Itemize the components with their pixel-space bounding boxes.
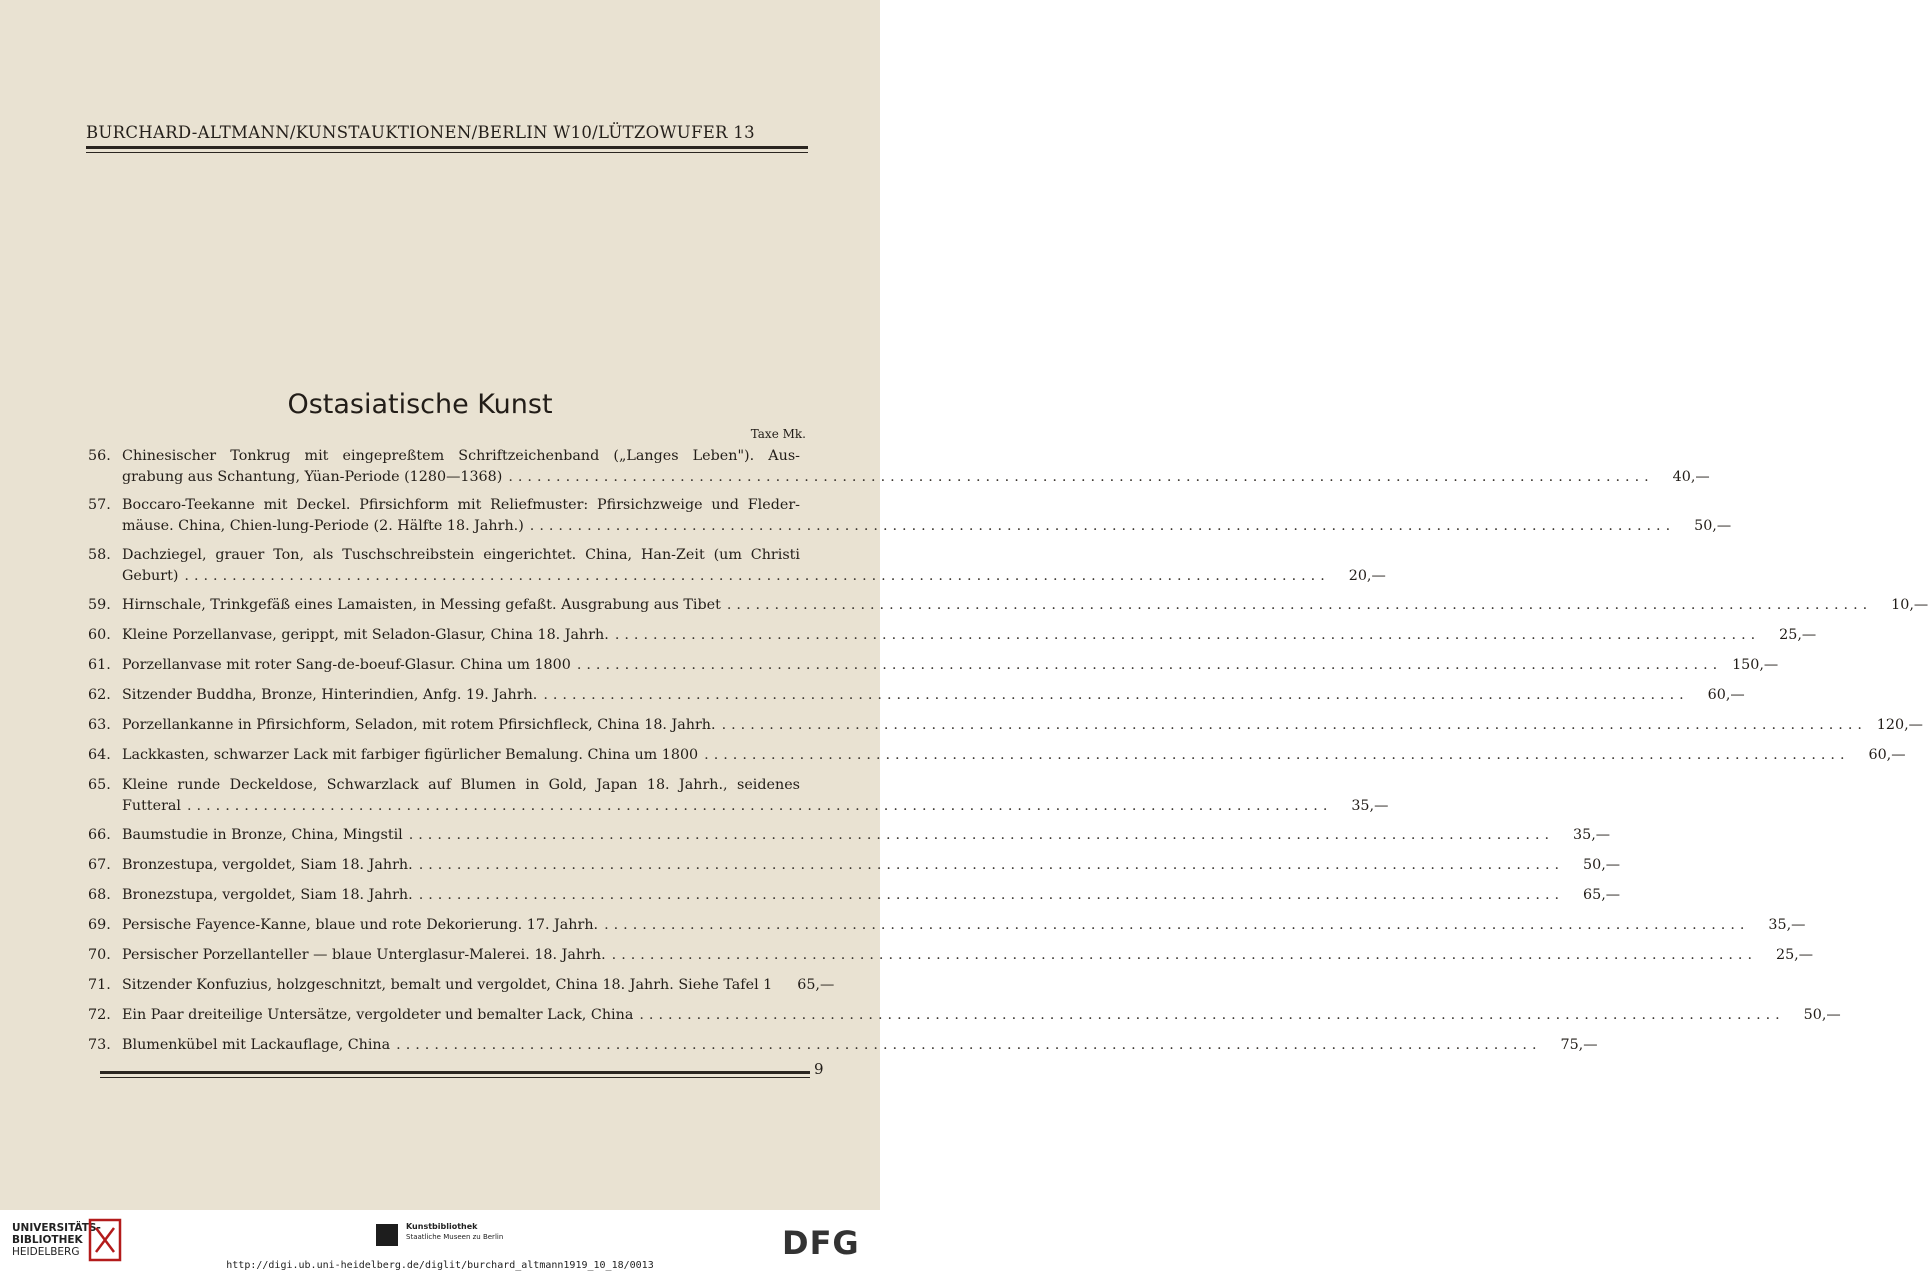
catalog-entry — [88, 825, 1611, 846]
entry-price: 60,— — [1868, 747, 1906, 763]
entry-description-line — [122, 467, 1710, 488]
kunstbibliothek-subtitle: Staatliche Museen zu Berlin — [406, 1233, 504, 1241]
entry-text-line-1: Kleine runde Deckeldose, Schwarzlack auf Blumen in Gold, Japan 18. Jahrh., seidenes — [122, 777, 800, 793]
entry-description: Sitzender Buddha, Bronze, Hinterindien, Anfg. 19. Jahrh. — [122, 687, 538, 703]
catalog-entry — [88, 545, 1386, 587]
entry-price: 150,— — [1732, 657, 1779, 673]
entry-description-line — [122, 1005, 1841, 1026]
entry-price: 40,— — [1672, 469, 1710, 485]
entry-number: 66. — [88, 827, 111, 843]
catalog-entry — [88, 885, 1621, 906]
entry-description: grabung aus Schantung, Yüan-Periode (1280—1368) — [122, 469, 503, 485]
page-number: 9 — [814, 1060, 824, 1078]
entry-description-line — [122, 516, 1732, 537]
dfg-logo[interactable]: DFG — [782, 1224, 860, 1262]
entry-price: 65,— — [797, 977, 835, 993]
dot-leader: ........................................................................................................................ — [396, 1037, 1542, 1053]
catalog-entry — [88, 975, 835, 996]
entry-description-line — [122, 655, 1779, 676]
entry-description: Persischer Porzellanteller — blaue Unterglasur-Malerei. 18. Jahrh. — [122, 947, 606, 963]
entry-description: Geburt) — [122, 568, 179, 584]
university-line-1: UNIVERSITÄTS- — [12, 1222, 101, 1234]
entry-description: Porzellanvase mit roter Sang-de-boeuf-Glasur. China um 1800 — [122, 657, 571, 673]
catalog-entry — [88, 655, 1779, 676]
entry-number: 65. — [88, 777, 111, 793]
entry-price: 35,— — [1768, 917, 1806, 933]
header-rule-thick — [86, 146, 808, 149]
dot-leader: ........................................................................................................................ — [184, 568, 1330, 584]
entry-number: 72. — [88, 1007, 111, 1023]
dot-leader: ........................................................................................................................ — [726, 597, 1873, 613]
catalog-entry — [88, 1005, 1841, 1026]
catalog-entry — [88, 446, 1710, 488]
entry-number: 70. — [88, 947, 111, 963]
entry-number: 67. — [88, 857, 111, 873]
entry-price: 25,— — [1779, 627, 1817, 643]
dot-leader: ........................................................................................................................ — [704, 747, 1850, 763]
entry-description-line — [122, 715, 1923, 736]
entry-description: Lackkasten, schwarzer Lack mit farbiger figürlicher Bemalung. China um 1800 — [122, 747, 699, 763]
catalog-entry — [88, 625, 1817, 646]
catalog-entry — [88, 775, 1389, 817]
entry-description-line — [122, 1035, 1598, 1056]
entry-description-line — [122, 855, 1621, 876]
price-column-label: Taxe Mk. — [750, 427, 806, 441]
entry-number: 57. — [88, 497, 111, 513]
entry-description: mäuse. China, Chien-lung-Periode (2. Hälfte 18. Jahrh.) — [122, 518, 524, 534]
entry-number: 59. — [88, 597, 111, 613]
dot-leader: ........................................................................................................................ — [187, 798, 1333, 814]
entry-number: 63. — [88, 717, 111, 733]
entry-number: 56. — [88, 448, 111, 464]
entry-price: 65,— — [1583, 887, 1621, 903]
entry-description-line — [122, 625, 1817, 646]
footer-rule-thick — [100, 1071, 810, 1074]
entry-description-line — [122, 915, 1806, 936]
dot-leader: ........................................................................................................................ — [721, 717, 1867, 733]
entry-description-line — [122, 796, 1389, 817]
catalog-entry — [88, 595, 1928, 616]
entry-price: 50,— — [1694, 518, 1732, 534]
entry-number: 62. — [88, 687, 111, 703]
university-line-2: BIBLIOTHEK — [12, 1234, 83, 1246]
dot-leader: ........................................................................................................................ — [604, 917, 1750, 933]
entry-number: 68. — [88, 887, 111, 903]
entry-description-line — [122, 745, 1906, 766]
kunstbibliothek-icon — [376, 1224, 398, 1246]
entry-price: 50,— — [1583, 857, 1621, 873]
entry-price: 50,— — [1803, 1007, 1841, 1023]
catalog-entry — [88, 745, 1906, 766]
dot-leader: ........................................................................................................................ — [614, 627, 1761, 643]
entry-price: 60,— — [1707, 687, 1745, 703]
entry-number: 58. — [88, 547, 111, 563]
entry-description: Futteral — [122, 798, 182, 814]
catalog-entry — [88, 915, 1806, 936]
entry-price: 75,— — [1560, 1037, 1598, 1053]
dot-leader: ........................................................................................................................ — [529, 518, 1676, 534]
kunstbibliothek-name: Kunstbibliothek — [406, 1222, 478, 1231]
entry-description: Kleine Porzellanvase, gerippt, mit Seladon-Glasur, China 18. Jahrh. — [122, 627, 609, 643]
entry-description: Bronzestupa, vergoldet, Siam 18. Jahrh. — [122, 857, 413, 873]
entry-description: Blumenkübel mit Lackauflage, China — [122, 1037, 391, 1053]
entry-description-line — [122, 825, 1611, 846]
header-rule-thin — [86, 152, 808, 153]
entry-number: 69. — [88, 917, 111, 933]
catalog-entry — [88, 945, 1814, 966]
catalog-entry — [88, 715, 1923, 736]
dot-leader: ........................................................................................................................ — [576, 657, 1723, 673]
dot-leader: ........................................................................................................................ — [418, 857, 1565, 873]
entry-price: 25,— — [1775, 947, 1814, 963]
entry-price: 35,— — [1351, 798, 1389, 814]
entry-description-line — [122, 595, 1928, 616]
dot-leader: ........................................................................................................................ — [508, 469, 1654, 485]
dot-leader: ........................................................................................................................ — [418, 887, 1565, 903]
dot-leader: ........................................................................................................................ — [611, 947, 1758, 963]
running-header: BURCHARD-ALTMANN/KUNSTAUKTIONEN/BERLIN W10/LÜTZOWUFER 13 — [86, 123, 755, 142]
entry-description-line — [122, 945, 1814, 966]
entry-description-line — [122, 685, 1745, 706]
entry-price: 35,— — [1573, 827, 1611, 843]
university-line-3: HEIDELBERG — [12, 1246, 80, 1258]
catalog-entry — [88, 1035, 1598, 1056]
section-title: Ostasiatische Kunst — [287, 389, 553, 420]
dot-leader: ........................................................................................................................ — [639, 1007, 1785, 1023]
entry-number: 60. — [88, 627, 111, 643]
entry-text-line-1: Chinesischer Tonkrug mit eingepreßtem Schriftzeichenband („Langes Leben"). Aus- — [122, 448, 800, 464]
catalog-entry — [88, 495, 1732, 537]
entry-price: 120,— — [1876, 717, 1923, 733]
entry-description-line — [122, 885, 1621, 906]
entry-number: 71. — [88, 977, 111, 993]
entry-description-line — [122, 975, 835, 996]
entry-description: Persische Fayence-Kanne, blaue und rote Dekorierung. 17. Jahrh. — [122, 917, 599, 933]
entry-number: 61. — [88, 657, 111, 673]
dot-leader: ........................................................................................................................ — [408, 827, 1555, 843]
entry-description: Sitzender Konfuzius, holzgeschnitzt, bemalt und vergoldet, China 18. Jahrh. Siehe Tafel 1 — [122, 977, 773, 993]
entry-number: 73. — [88, 1037, 111, 1053]
entry-text-line-1: Boccaro-Teekanne mit Deckel. Pfirsichform mit Reliefmuster: Pfirsichzweige und Fleder- — [122, 497, 800, 513]
entry-price: 10,— — [1891, 597, 1928, 613]
footer-rule-thin — [100, 1077, 810, 1078]
dot-leader: ........................................................................................................................ — [543, 687, 1689, 703]
entry-price: 20,— — [1348, 568, 1386, 584]
heidelberg-emblem-icon — [88, 1218, 122, 1262]
source-url[interactable]: http://digi.ub.uni-heidelberg.de/diglit/burchard_altmann1919_10_18/0013 — [226, 1260, 654, 1271]
entry-description: Bronezstupa, vergoldet, Siam 18. Jahrh. — [122, 887, 413, 903]
catalog-entry — [88, 855, 1621, 876]
entry-description: Porzellankanne in Pfirsichform, Seladon, mit rotem Pfirsichfleck, China 18. Jahrh. — [122, 717, 716, 733]
entry-description: Hirnschale, Trinkgefäß eines Lamaisten, in Messing gefaßt. Ausgrabung aus Tibet — [122, 597, 721, 613]
entry-description: Baumstudie in Bronze, China, Mingstil — [122, 827, 403, 843]
entry-description-line — [122, 566, 1386, 587]
entry-description: Ein Paar dreiteilige Untersätze, vergoldeter und bemalter Lack, China — [122, 1007, 634, 1023]
catalog-entry — [88, 685, 1745, 706]
entry-text-line-1: Dachziegel, grauer Ton, als Tuschschreibstein eingerichtet. China, Han-Zeit (um Christi — [122, 547, 800, 563]
entry-number: 64. — [88, 747, 111, 763]
